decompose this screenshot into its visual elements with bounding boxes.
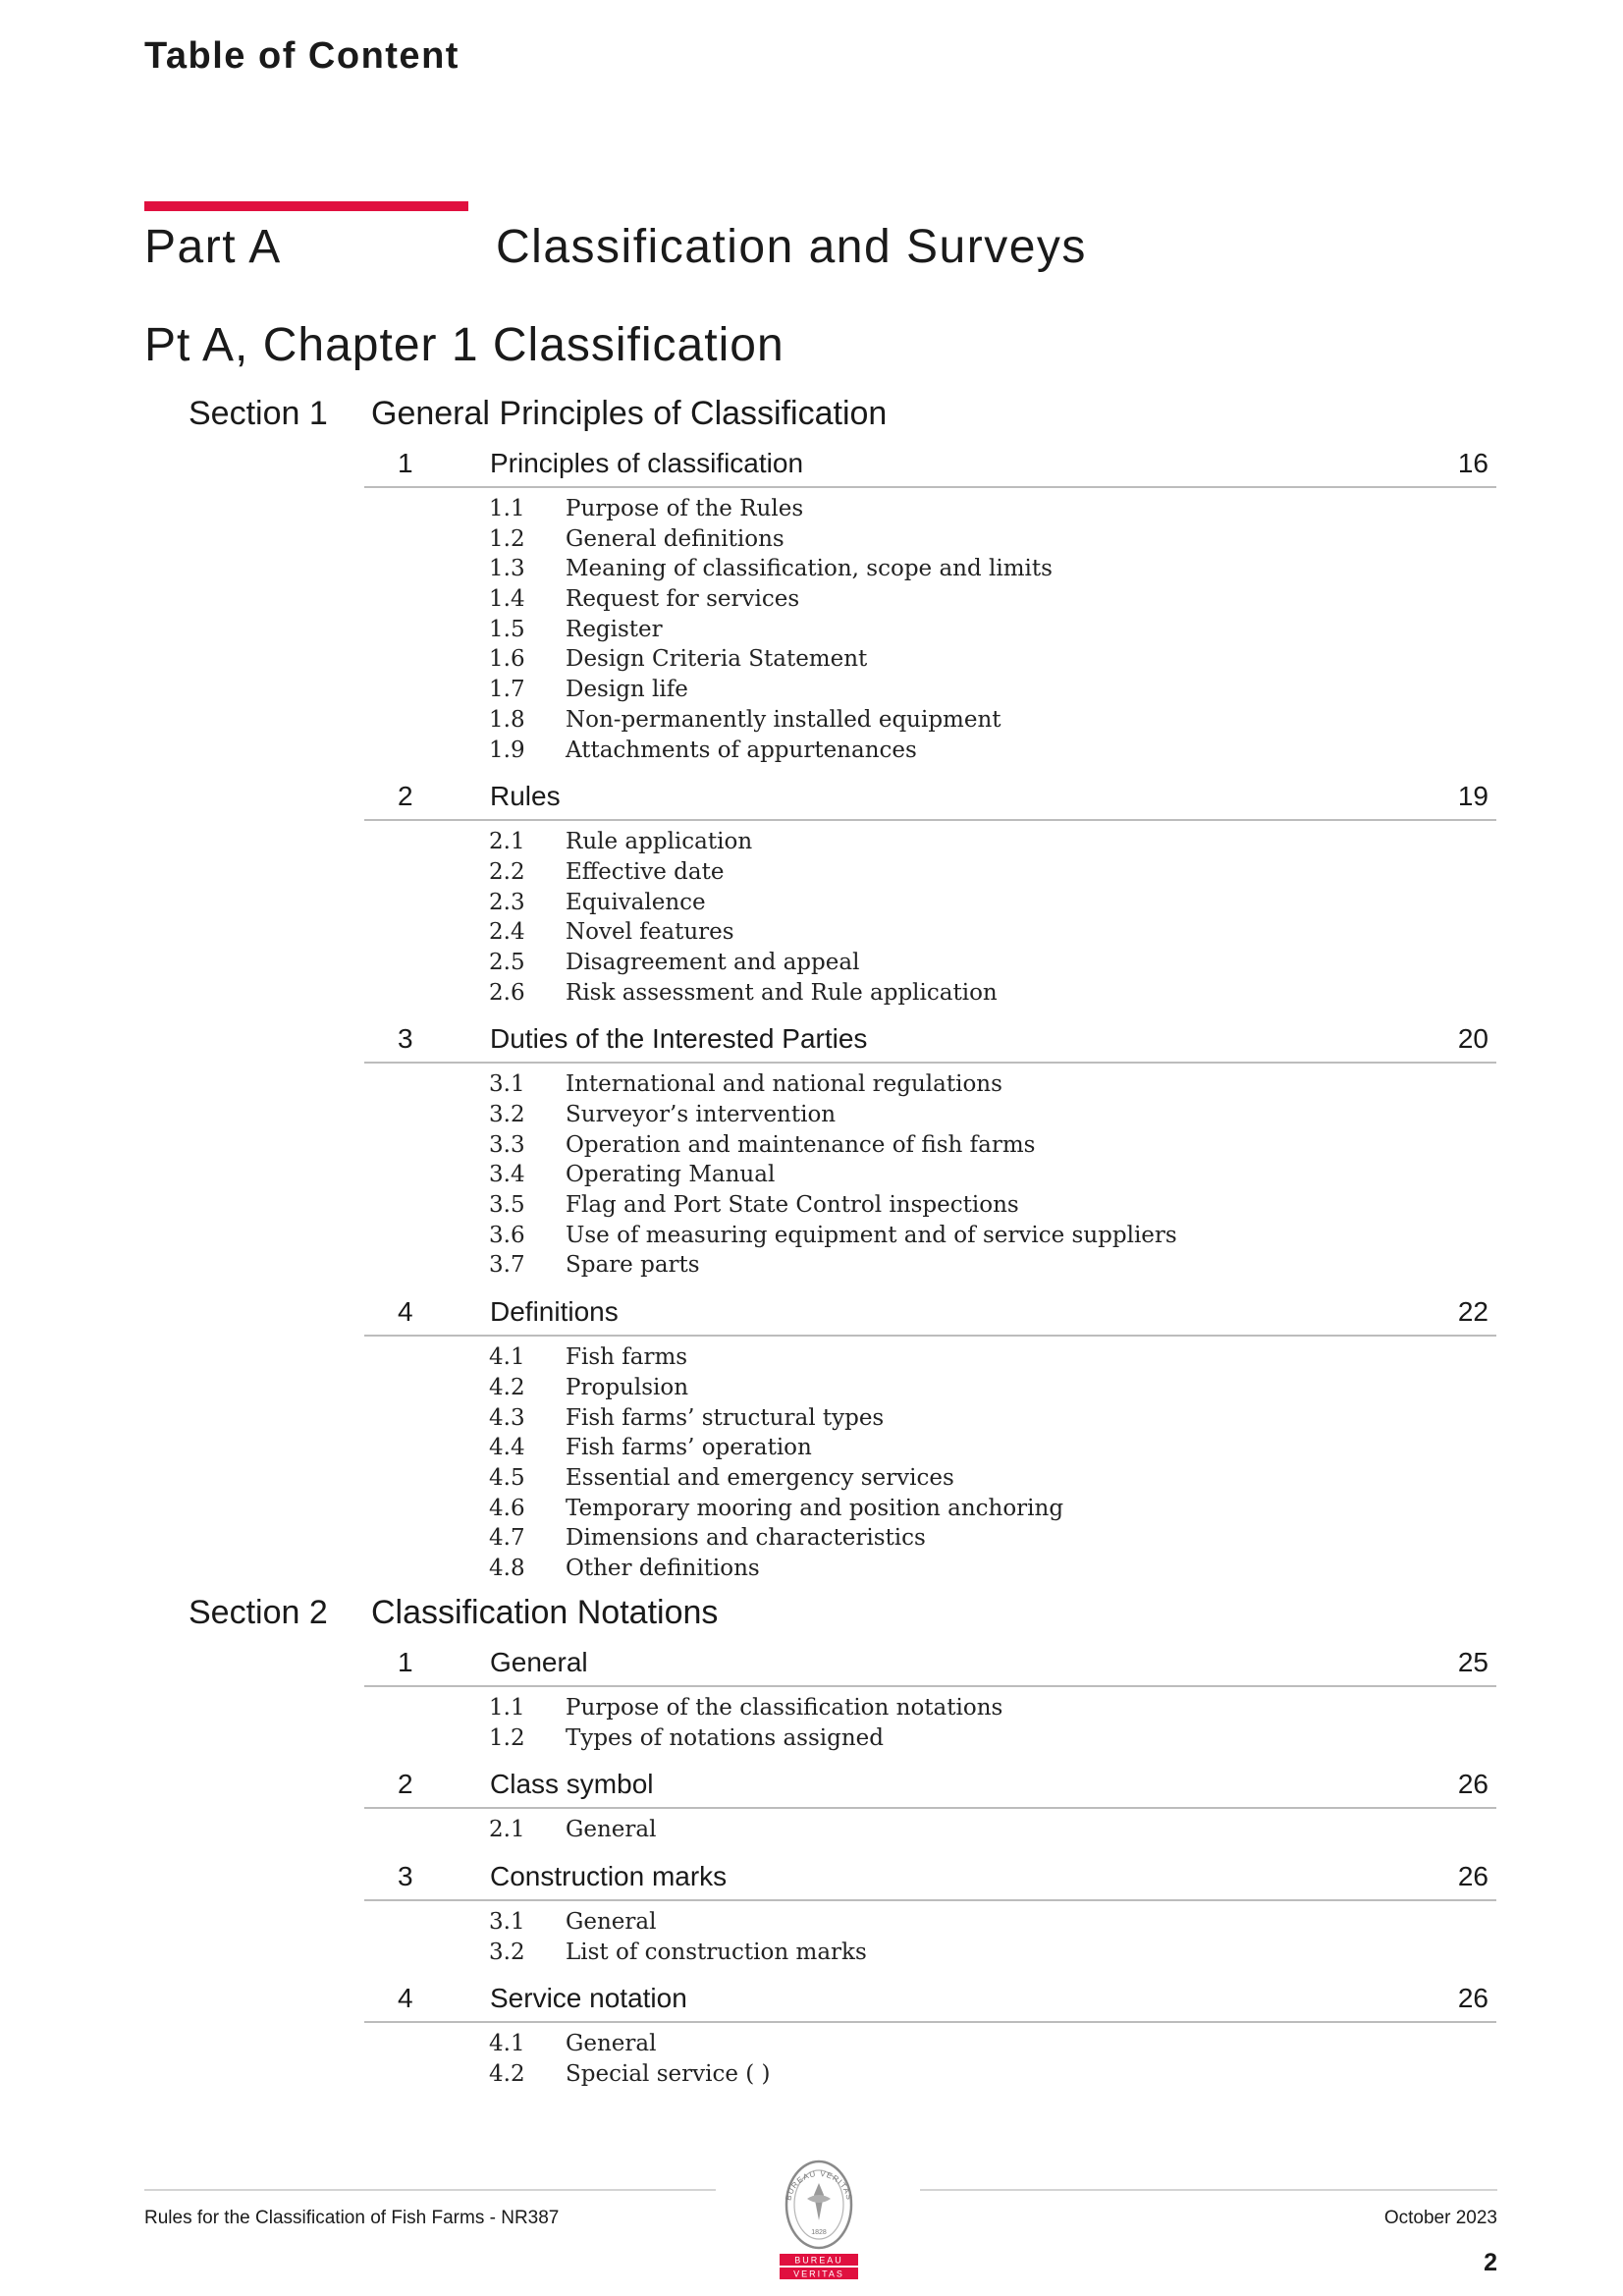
subarticle-title[interactable]: Surveyor’s intervention: [566, 1102, 837, 1127]
subarticle-item[interactable]: [364, 584, 1496, 615]
subarticle-title[interactable]: Spare parts: [566, 1252, 700, 1279]
subarticle-item[interactable]: [364, 1069, 1496, 1100]
article-number: 3: [398, 1861, 413, 1892]
article-heading[interactable]: [364, 1857, 1496, 1901]
subarticle-title[interactable]: Equivalence: [566, 889, 706, 915]
footer-document-title: Rules for the Classification of Fish Farms - NR387: [144, 2208, 560, 2228]
bureau-veritas-logo: [772, 2156, 866, 2283]
subarticle-title[interactable]: Fish farms: [566, 1344, 688, 1371]
subarticle-item[interactable]: [364, 675, 1496, 705]
article-title[interactable]: Service notation: [490, 1983, 687, 2014]
toc-article: [364, 1019, 1496, 1292]
logo-year: 1828: [811, 2229, 827, 2236]
subarticle-item[interactable]: [364, 1815, 1496, 1845]
subarticle-title[interactable]: Request for services: [566, 586, 800, 613]
page-title: Table of Content: [144, 35, 460, 77]
subarticle-title[interactable]: Purpose of the Rules: [566, 496, 804, 521]
subarticle-list: [364, 2023, 1496, 2101]
subarticle-title[interactable]: General: [566, 1817, 657, 1843]
subarticle-number: 2.1: [489, 1817, 525, 1843]
subarticle-title[interactable]: Register: [566, 616, 663, 642]
subarticle-item[interactable]: [364, 524, 1496, 555]
subarticle-item[interactable]: [364, 857, 1496, 888]
footer-divider-left: [144, 2189, 716, 2191]
subarticle-title[interactable]: Essential and emergency services: [566, 1464, 954, 1491]
subarticle-title[interactable]: Novel features: [566, 919, 734, 946]
subarticle-number: 2.3: [489, 889, 525, 915]
article-title[interactable]: Principles of classification: [490, 448, 804, 478]
toc-article: [364, 1765, 1496, 1857]
subarticle-number: 2.5: [489, 949, 525, 975]
article-heading[interactable]: [364, 1292, 1496, 1337]
subarticle-item[interactable]: [364, 1160, 1496, 1190]
article-heading[interactable]: [364, 1643, 1496, 1687]
subarticle-title[interactable]: General: [566, 2031, 657, 2057]
section-label: Section 2: [189, 1594, 328, 1631]
subarticle-item[interactable]: [364, 1463, 1496, 1494]
article-number: 4: [398, 1296, 413, 1328]
subarticle-title[interactable]: Use of measuring equipment and of service suppliers: [566, 1222, 1177, 1248]
subarticle-number: 4.5: [489, 1464, 525, 1491]
subarticle-title[interactable]: Design life: [566, 677, 688, 703]
subarticle-title[interactable]: Operation and maintenance of fish farms: [566, 1131, 1036, 1158]
footer-divider-right: [920, 2189, 1497, 2191]
subarticle-number: 3.2: [489, 1102, 525, 1127]
subarticle-number: 3.6: [489, 1222, 525, 1248]
article-page: 20: [1457, 1023, 1488, 1055]
subarticle-item[interactable]: [364, 1221, 1496, 1251]
article-heading[interactable]: [364, 444, 1496, 488]
subarticle-item[interactable]: [364, 917, 1496, 948]
toc-article: [364, 1857, 1496, 1979]
subarticle-number: 2.6: [489, 979, 525, 1006]
subarticle-title[interactable]: Meaning of classification, scope and limits: [566, 556, 1053, 582]
subarticle-number: 4.8: [489, 1555, 525, 1581]
article-number: 2: [398, 781, 413, 812]
subarticle-title[interactable]: Design Criteria Statement: [566, 646, 868, 673]
article-heading[interactable]: [364, 1979, 1496, 2023]
subarticle-title[interactable]: Other definitions: [566, 1555, 760, 1581]
subarticle-number: 1.8: [489, 706, 525, 733]
subarticle-title[interactable]: Propulsion: [566, 1374, 689, 1400]
subarticle-number: 1.6: [489, 646, 525, 673]
subarticle-title[interactable]: Fish farms’ operation: [566, 1435, 812, 1461]
article-title[interactable]: General: [490, 1647, 588, 1677]
subarticle-title[interactable]: Risk assessment and Rule application: [566, 979, 998, 1006]
article-page: 22: [1457, 1296, 1488, 1328]
subarticle-item[interactable]: [364, 644, 1496, 675]
subarticle-number: 1.5: [489, 616, 525, 642]
part-title: Classification and Surveys: [496, 221, 1087, 273]
subarticle-title[interactable]: Operating Manual: [566, 1162, 776, 1188]
article-heading[interactable]: [364, 1765, 1496, 1809]
part-label: Part A: [144, 221, 282, 273]
subarticle-item[interactable]: [364, 1373, 1496, 1403]
article-number: 3: [398, 1023, 413, 1055]
subarticle-list: [364, 821, 1496, 1019]
subarticle-item[interactable]: [364, 615, 1496, 645]
part-heading: [144, 218, 1499, 277]
article-page: 25: [1457, 1647, 1488, 1677]
subarticle-title[interactable]: Special service ( ): [566, 2061, 771, 2088]
subarticle-number: 4.1: [489, 1344, 525, 1371]
subarticle-title[interactable]: Dimensions and characteristics: [566, 1525, 926, 1552]
subarticle-item[interactable]: [364, 1907, 1496, 1938]
logo-arc-text: BUREAU VERITAS: [784, 2168, 854, 2202]
subarticle-item[interactable]: [364, 1494, 1496, 1524]
article-title[interactable]: Rules: [490, 781, 561, 812]
subarticle-title[interactable]: International and national regulations: [566, 1071, 1002, 1098]
subarticle-number: 1.4: [489, 586, 525, 613]
subarticle-number: 1.1: [489, 496, 525, 521]
subarticle-number: 4.4: [489, 1435, 525, 1461]
subarticle-list: [364, 1901, 1496, 1979]
subarticle-item[interactable]: [364, 1403, 1496, 1434]
article-page: 26: [1457, 1983, 1488, 2014]
subarticle-number: 4.1: [489, 2031, 525, 2057]
article-page: 16: [1457, 448, 1488, 478]
section-heading: [0, 391, 1623, 444]
subarticle-number: 2.2: [489, 858, 525, 885]
subarticle-title[interactable]: Temporary mooring and position anchoring: [566, 1495, 1064, 1521]
subarticle-item[interactable]: [364, 1250, 1496, 1281]
section-heading: [0, 1590, 1623, 1643]
subarticle-title[interactable]: General: [566, 1909, 657, 1936]
subarticle-list: [364, 1687, 1496, 1765]
article-number: 1: [398, 1647, 413, 1677]
article-title[interactable]: Class symbol: [490, 1769, 654, 1800]
article-heading[interactable]: [364, 777, 1496, 821]
subarticle-list: [364, 1064, 1496, 1292]
logo-line2: VERITAS: [793, 2269, 844, 2279]
subarticle-number: 3.2: [489, 1939, 525, 1965]
subarticle-number: 4.7: [489, 1525, 525, 1552]
subarticle-title[interactable]: General definitions: [566, 525, 784, 552]
article-page: 26: [1457, 1769, 1488, 1800]
logo-line1: BUREAU: [794, 2255, 843, 2266]
article-page: 26: [1457, 1861, 1488, 1892]
subarticle-number: 4.3: [489, 1404, 525, 1431]
subarticle-number: 3.4: [489, 1162, 525, 1188]
subarticle-title[interactable]: Rule application: [566, 829, 753, 855]
subarticle-list: [364, 488, 1496, 777]
subarticle-item[interactable]: [364, 978, 1496, 1009]
subarticle-list: [364, 1809, 1496, 1857]
subarticle-number: 3.1: [489, 1909, 525, 1936]
subarticle-number: 3.7: [489, 1252, 525, 1279]
part-accent-bar: [144, 201, 468, 211]
subarticle-item[interactable]: [364, 1130, 1496, 1161]
article-page: 19: [1457, 781, 1488, 812]
subarticle-item[interactable]: [364, 1433, 1496, 1463]
subarticle-number: 1.7: [489, 677, 525, 703]
subarticle-item[interactable]: [364, 1523, 1496, 1554]
subarticle-number: 3.5: [489, 1192, 525, 1219]
subarticle-title[interactable]: Purpose of the classification notations: [566, 1695, 1003, 1721]
subarticle-item[interactable]: [364, 2029, 1496, 2059]
subarticle-item[interactable]: [364, 705, 1496, 736]
subarticle-number: 1.9: [489, 737, 525, 763]
subarticle-number: 1.3: [489, 556, 525, 582]
toc-article: [364, 1979, 1496, 2101]
subarticle-number: 4.6: [489, 1495, 525, 1521]
subarticle-number: 1.1: [489, 1695, 525, 1721]
subarticle-number: 4.2: [489, 2061, 525, 2088]
subarticle-item[interactable]: [364, 1693, 1496, 1723]
toc-article: [364, 444, 1496, 777]
subarticle-title[interactable]: Flag and Port State Control inspections: [566, 1192, 1019, 1219]
subarticle-item[interactable]: [364, 736, 1496, 766]
article-title[interactable]: Construction marks: [490, 1861, 728, 1892]
footer-date: October 2023: [1383, 2208, 1497, 2228]
section-label: Section 1: [189, 395, 328, 432]
toc-article: [364, 777, 1496, 1019]
article-number: 2: [398, 1769, 413, 1800]
subarticle-title[interactable]: Fish farms’ structural types: [566, 1404, 885, 1431]
subarticle-item[interactable]: [364, 2059, 1496, 2090]
subarticle-title[interactable]: Effective date: [566, 858, 725, 885]
subarticle-list: [364, 1337, 1496, 1596]
subarticle-item[interactable]: [364, 1723, 1496, 1754]
toc-section: [0, 1590, 1623, 2102]
subarticle-item[interactable]: [364, 888, 1496, 918]
subarticle-title[interactable]: Non-permanently installed equipment: [566, 706, 1001, 733]
toc-article: [364, 1292, 1496, 1596]
article-number: 1: [398, 448, 413, 478]
page-number: 2: [1484, 2249, 1497, 2276]
subarticle-item[interactable]: [364, 494, 1496, 524]
toc-article: [364, 1643, 1496, 1765]
subarticle-number: 2.4: [489, 919, 525, 946]
section-title: General Principles of Classification: [371, 395, 888, 432]
chapter-title: Pt A, Chapter 1 Classification: [144, 319, 784, 371]
subarticle-item[interactable]: [364, 1342, 1496, 1373]
subarticle-title[interactable]: List of construction marks: [566, 1939, 867, 1965]
subarticle-number: 1.2: [489, 1724, 525, 1751]
subarticle-item[interactable]: [364, 827, 1496, 857]
subarticle-number: 3.3: [489, 1131, 525, 1158]
subarticle-item[interactable]: [364, 554, 1496, 584]
subarticle-item[interactable]: [364, 1190, 1496, 1221]
toc-section: [0, 391, 1623, 1596]
subarticle-item[interactable]: [364, 1554, 1496, 1584]
subarticle-title[interactable]: Disagreement and appeal: [566, 949, 860, 975]
subarticle-number: 4.2: [489, 1374, 525, 1400]
subarticle-title[interactable]: Types of notations assigned: [566, 1724, 884, 1751]
article-title[interactable]: Duties of the Interested Parties: [490, 1023, 868, 1055]
subarticle-title[interactable]: Attachments of appurtenances: [566, 737, 917, 763]
subarticle-number: 2.1: [489, 829, 525, 855]
section-title: Classification Notations: [371, 1594, 719, 1631]
article-title[interactable]: Definitions: [490, 1296, 619, 1328]
subarticle-item[interactable]: [364, 1938, 1496, 1968]
article-number: 4: [398, 1983, 413, 2014]
subarticle-number: 1.2: [489, 525, 525, 552]
subarticle-number: 3.1: [489, 1071, 525, 1098]
subarticle-item[interactable]: [364, 1100, 1496, 1130]
article-heading[interactable]: [364, 1019, 1496, 1064]
subarticle-item[interactable]: [364, 948, 1496, 978]
